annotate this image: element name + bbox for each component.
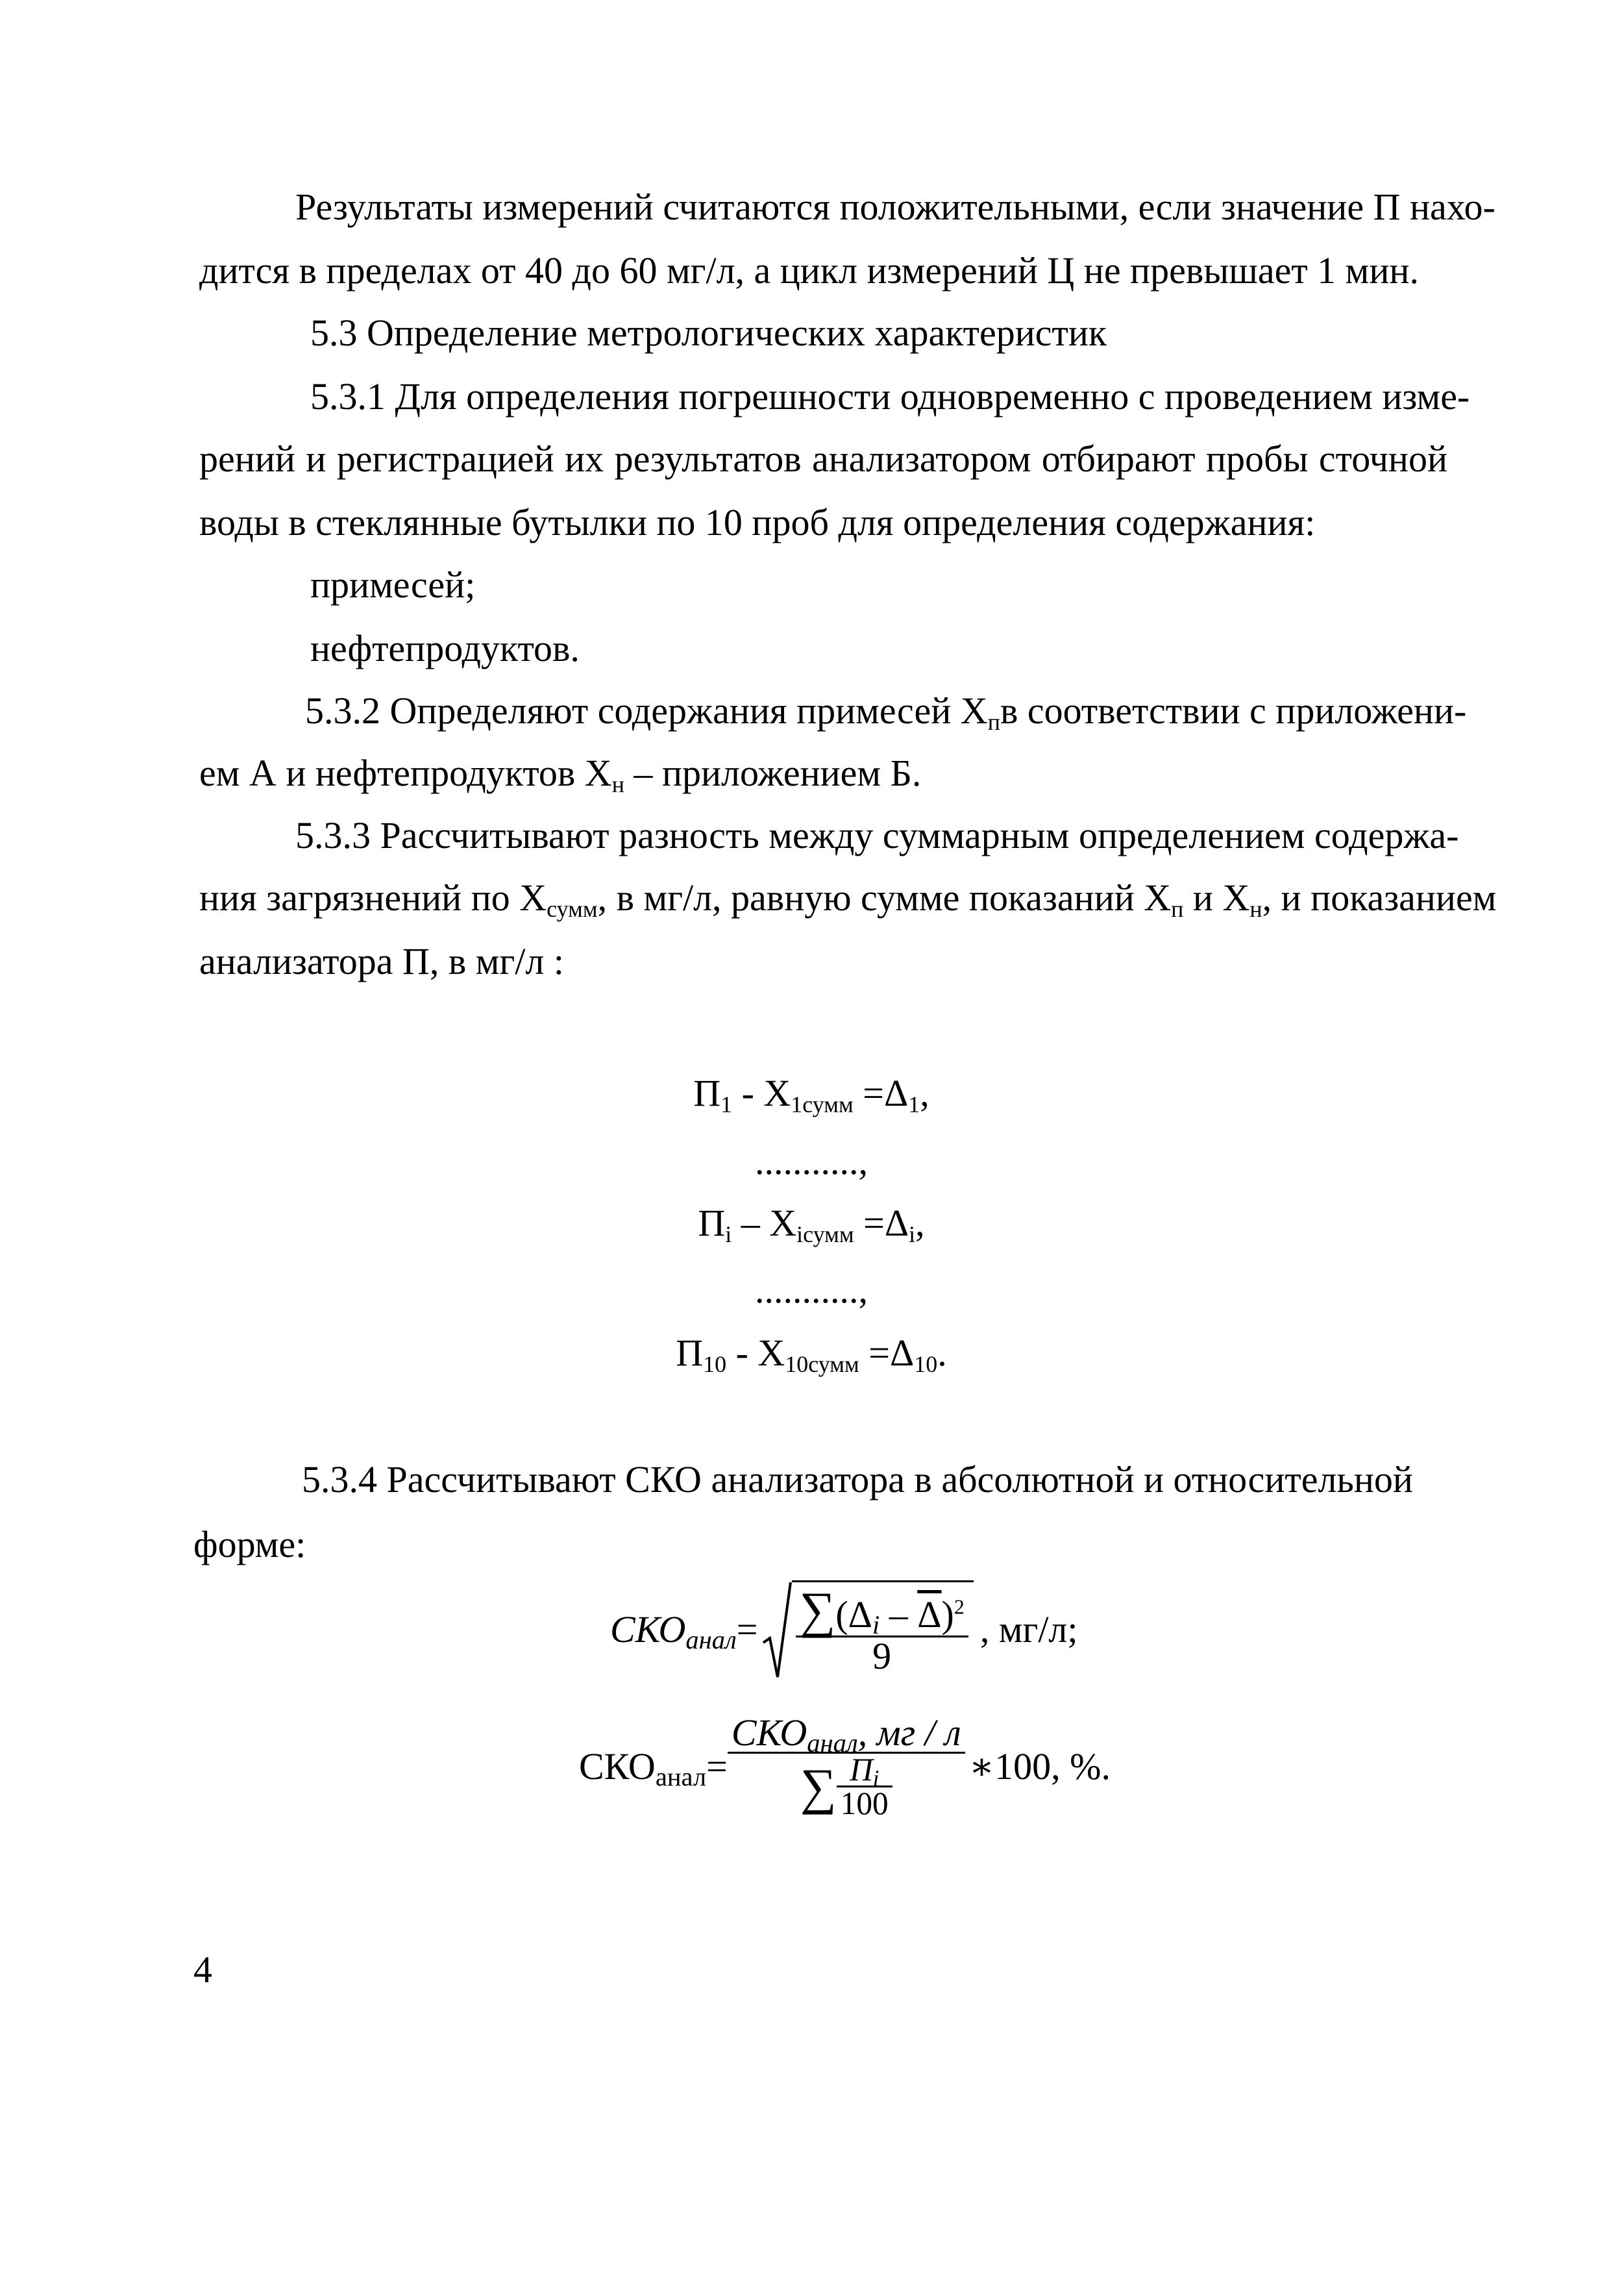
paragraph-5-3-3-line2: ния загрязнений по $Х_{сумм}$, в мг/л, равную сумме показаний $Х_п$ и $Х_н$, и показанием [199,877,1497,923]
paragraph-results-line2: дится в пределах от 40 до 60 мг/л, а цикл измерений Ц не превышает 1 мин. [199,249,1419,292]
fraction-numerator: $СКО_{анал}$, мг / л [731,1711,961,1758]
paragraph-5-3-2-line2: ем А и нефтепродуктов $Х_н$ – приложением Б. [199,752,922,798]
square-root [762,1581,974,1678]
equation-ellipsis-1: ..........., [755,1140,868,1182]
paragraph-5-3-1-line3: воды в стеклянные бутылки по 10 проб для определения содержания: [199,501,1316,543]
paragraph-5-3-3-line1 [295,814,1459,856]
equation-delta-i: $П_i - Х_{iсумм} =\Delta_i$, [698,1202,925,1248]
paragraph-5-3-4-line2: форме: [193,1523,306,1565]
formula-sko-relative [579,1711,1111,1822]
paragraph-results-line1 [295,186,1495,228]
list-item-oil-products: нефтепродуктов. [310,627,580,669]
equation-delta-1: $П_1 - Х_{1сумм} =\Delta_1$, [693,1072,929,1118]
text-fragment: 5.3.2 Определяют содержания примесей $Х_п$ [305,690,1000,736]
fraction-denominator: 9 [872,1635,892,1678]
fraction-numerator: $\sum(\Delta_i - \overline{\Delta})^2$ [799,1581,965,1639]
paragraph-5-3-4-line1: 5.3.4 Рассчитывают СКО анализатора в абсолютной и относительной [302,1458,1413,1500]
formula-tail: ∗100, %. [968,1745,1111,1788]
section-heading-5-3: 5.3 Определение метрологических характеристик [310,312,1107,354]
text-fragment: в соответствии с приложени- [1000,690,1467,732]
radicand-fraction [792,1580,974,1678]
text-line: рений и регистрацией их результатов анализатором отбирают пробы сточной [199,438,1447,480]
text-line: Результаты измерений считаются положительными, если значение П нахо- [295,186,1495,228]
fraction-denominator: ∑ $\frac{П_i}{100}$ [796,1754,896,1820]
paragraph-5-3-2-line1 [305,690,1467,736]
equation-delta-10: $П_{10} - Х_{10сумм} =\Delta_{10}$. [676,1332,947,1378]
radical-sign-icon [762,1581,792,1678]
equals-sign: = [736,1608,758,1650]
list-item-impurities: примесей; [310,564,476,606]
equation-ellipsis-2: ..........., [755,1269,868,1311]
formula-sko-absolute [610,1581,1078,1678]
text-line: 5.3.3 Рассчитывают разность между суммарным определением содержа- [295,814,1459,856]
paragraph-5-3-1-line1 [310,375,1470,417]
relative-fraction [728,1711,965,1822]
paragraph-5-3-1-line2 [199,440,1447,478]
formula-lhs: $СКО_{анал}$ [579,1745,707,1792]
formula-lhs: $СКО_{анал}$ [610,1608,737,1655]
paragraph-5-3-3-line3: анализатора П, в мг/л : [199,940,564,982]
unit-label: , мг/л; [979,1608,1078,1650]
equals-sign: = [706,1745,728,1788]
inner-fraction: $\frac{П_i}{100}$ [837,1754,892,1820]
page-number: 4 [193,1948,212,1991]
text-line: 5.3.1 Для определения погрешности одновременно с проведением изме- [310,375,1470,417]
